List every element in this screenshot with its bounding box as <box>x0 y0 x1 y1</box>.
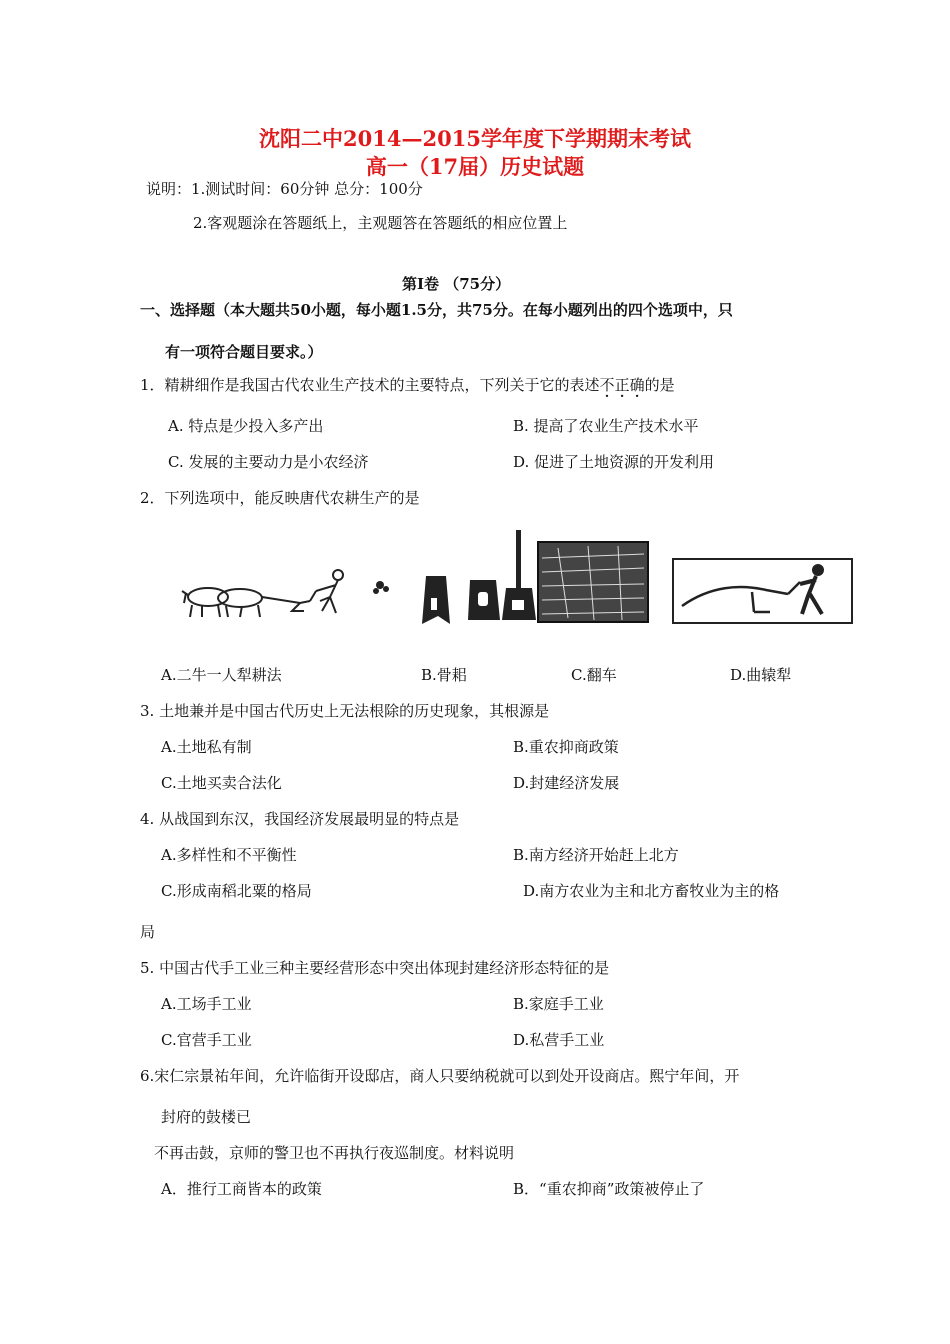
note-line-2: 2.客观题涂在答题纸上，主观题答在答题纸的相应位置上 <box>193 214 568 232</box>
section-heading: 一、选择题（本大题共50小题，每小题1.5分，共75分。在每小题列出的四个选项中，只 <box>140 301 733 319</box>
q4-option-d-wrap: 局 <box>140 923 156 941</box>
q4-option-b: B.南方经济开始赶上北方 <box>513 846 679 864</box>
q5-option-c: C.官营手工业 <box>161 1031 252 1049</box>
exam-title: 沈阳二中2014—2015学年度下学期期末考试 <box>259 126 691 151</box>
q6-option-a: A．推行工商皆本的政策 <box>161 1180 322 1198</box>
figure-chain-pump <box>498 528 650 628</box>
q4-option-a: A.多样性和不平衡性 <box>161 846 297 864</box>
q6-option-b: B．“重农抑商”政策被停止了 <box>513 1180 705 1198</box>
q1-option-d: D. 促进了土地资源的开发利用 <box>513 453 715 471</box>
q1-option-c: C. 发展的主要动力是小农经济 <box>168 453 369 471</box>
note-line-1: 说明：1.测试时间：60分钟 总分：100分 <box>146 180 423 198</box>
q4-option-c: C.形成南稻北粟的格局 <box>161 882 312 900</box>
emphasis-char: 不 <box>599 376 615 394</box>
q4-option-d: D.南方农业为主和北方畜牧业为主的格 <box>523 882 780 900</box>
section-heading-cont: 有一项符合题目要求。） <box>165 343 323 361</box>
q2-option-a: A.二牛一人犁耕法 <box>161 666 282 684</box>
emphasis-char: 正 <box>614 376 630 394</box>
question-6-stem-cont2: 不再击鼓，京师的警卫也不再执行夜巡制度。材料说明 <box>154 1144 515 1162</box>
emphasis-char: 确 <box>629 376 645 394</box>
q3-option-d: D.封建经济发展 <box>513 774 620 792</box>
question-5-stem: 5. 中国古代手工业三种主要经营形态中突出体现封建经济形态特征的是 <box>140 959 610 977</box>
q2-option-c: C.翻车 <box>571 666 617 684</box>
question-4-stem: 4. 从战国到东汉，我国经济发展最明显的特点是 <box>140 810 460 828</box>
q5-option-d: D.私营手工业 <box>513 1031 605 1049</box>
question-6-stem: 6.宋仁宗景祐年间，允许临街开设邸店，商人只要纳税就可以到处开设商店。熙宁年间，开 <box>140 1067 740 1085</box>
question-2-stem: 2．下列选项中，能反映唐代农耕生产的是 <box>140 489 420 507</box>
q3-option-b: B.重农抑商政策 <box>513 738 619 756</box>
question-3-stem: 3. 土地兼并是中国古代历史上无法根除的历史现象，其根源是 <box>140 702 550 720</box>
q5-option-a: A.工场手工业 <box>161 995 252 1013</box>
question-6-stem-cont: 封府的鼓楼已 <box>161 1108 252 1126</box>
q1-option-b: B. 提高了农业生产技术水平 <box>513 417 699 435</box>
q5-option-b: B.家庭手工业 <box>513 995 604 1013</box>
question-1-stem: 1．精耕细作是我国古代农业生产技术的主要特点，下列关于它的表述不正确的是 <box>140 376 675 394</box>
exam-subtitle: 高一（17届）历史试题 <box>365 154 585 179</box>
q3-option-a: A.土地私有制 <box>161 738 252 756</box>
part-title: 第Ⅰ卷 （75分） <box>402 275 511 293</box>
q2-option-d: D.曲辕犁 <box>730 666 792 684</box>
figure-curved-shaft-plow <box>670 556 855 626</box>
q2-option-b: B.骨耜 <box>421 666 467 684</box>
figure-two-oxen-plow <box>180 565 395 625</box>
q3-option-c: C.土地买卖合法化 <box>161 774 282 792</box>
q1-option-a: A. 特点是少投入多产出 <box>168 417 324 435</box>
